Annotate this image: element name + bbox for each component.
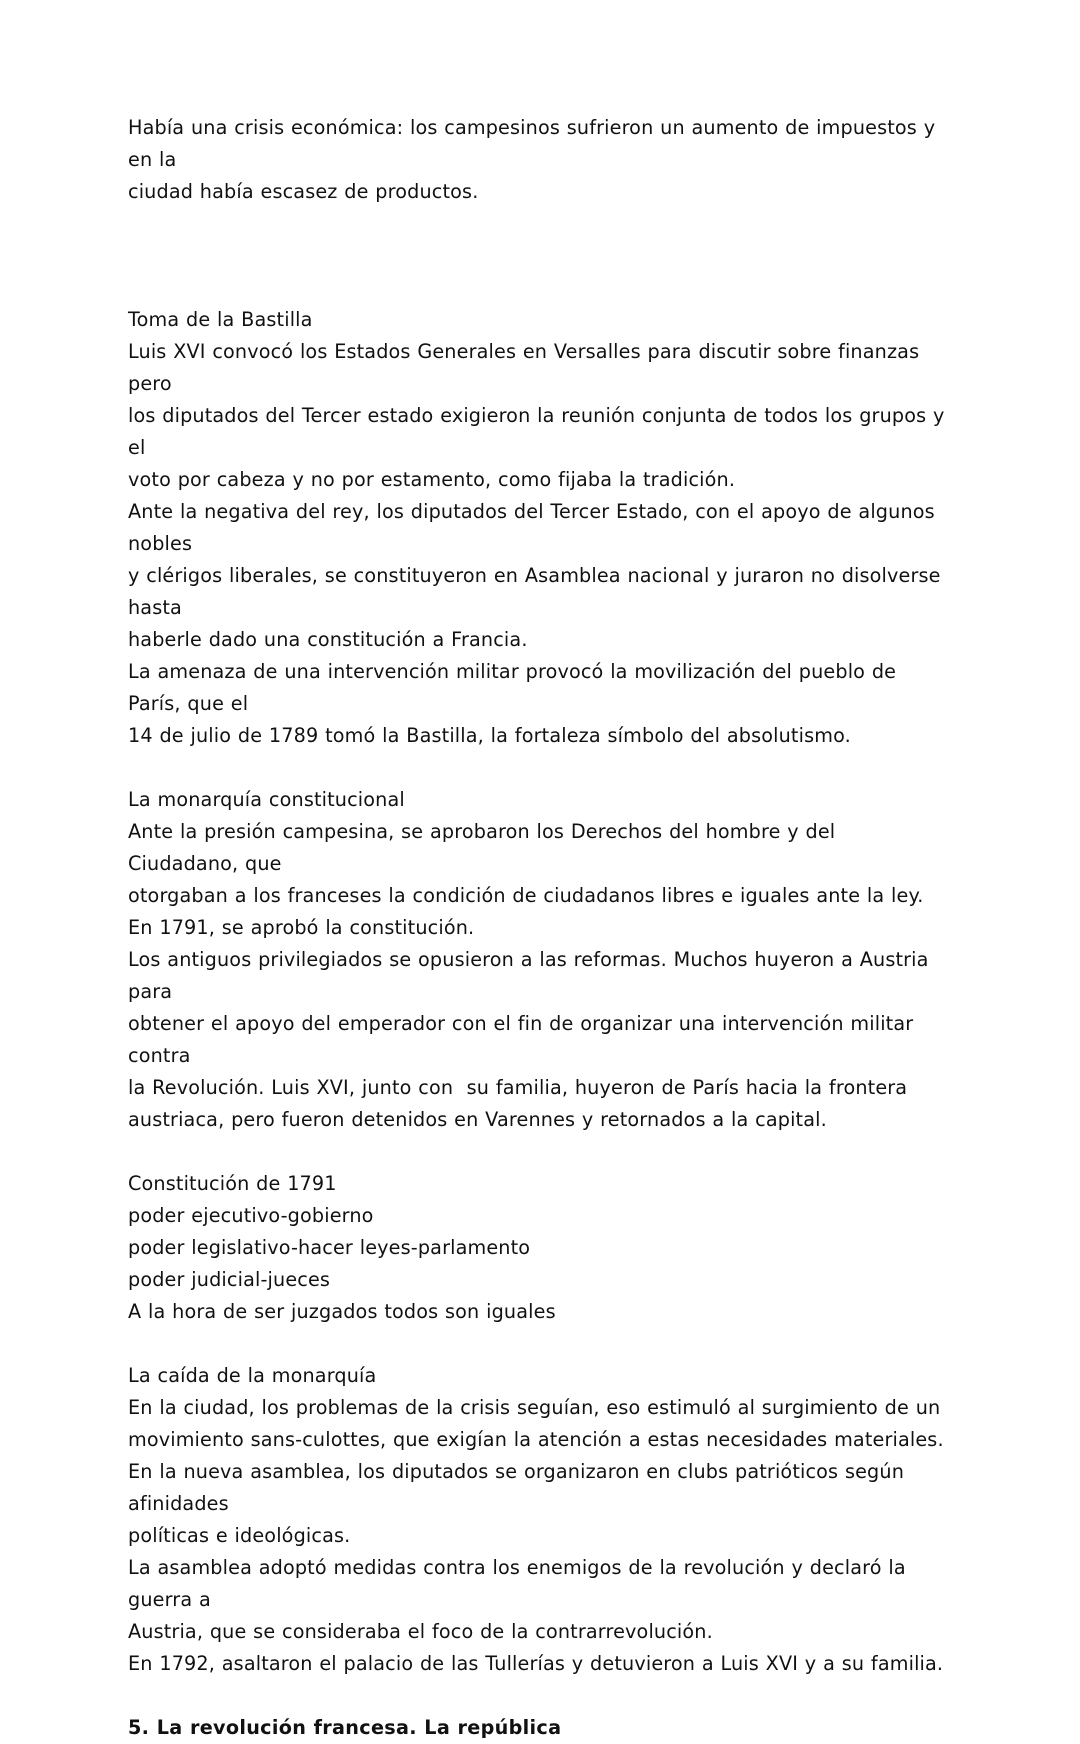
text-block-toma-bastilla-heading: [128, 304, 952, 336]
text-block-toma-bastilla-p2: [128, 496, 952, 656]
text-line: Toma de la Bastilla: [128, 308, 313, 331]
text-line: Luis XVI convocó los Estados Generales en Versalles para discutir sobre finanzas pero: [128, 340, 926, 395]
text-line: En la ciudad, los problemas de la crisis seguían, eso estimuló al surgimiento de un: [128, 1396, 941, 1419]
text-block-intro-paragraph: [128, 112, 952, 208]
text-line: políticas e ideológicas.: [128, 1524, 351, 1547]
text-block-constitucion-1791-heading: [128, 1168, 952, 1200]
text-block-constitucion-1791-list: [128, 1200, 952, 1328]
text-line: Austria, que se consideraba el foco de la contrarrevolución.: [128, 1620, 713, 1643]
text-line: austriaca, pero fueron detenidos en Varennes y retornados a la capital.: [128, 1108, 827, 1131]
text-line: haberle dado una constitución a Francia.: [128, 628, 528, 651]
text-block-monarquia-constitucional-p3: [128, 944, 952, 1136]
text-line: En 1791, se aprobó la constitución.: [128, 916, 475, 939]
text-line: En 1792, asaltaron el palacio de las Tullerías y detuvieron a Luis XVI y a su familia.: [128, 1652, 944, 1675]
text-line: voto por cabeza y no por estamento, como fijaba la tradición.: [128, 468, 736, 491]
paragraph-spacer: [128, 1136, 952, 1168]
text-block-toma-bastilla-p3: [128, 656, 952, 752]
text-block-caida-monarquia-p1: [128, 1392, 952, 1456]
text-line: A la hora de ser juzgados todos son iguales: [128, 1300, 556, 1323]
text-block-monarquia-constitucional-heading: [128, 784, 952, 816]
text-line: La asamblea adoptó medidas contra los enemigos de la revolución y declaró la guerra a: [128, 1556, 913, 1611]
text-line: Los antiguos privilegiados se opusieron a las reformas. Muchos huyeron a Austria para: [128, 948, 936, 1003]
text-line: poder legislativo-hacer leyes-parlamento: [128, 1236, 531, 1259]
text-line: Ante la negativa del rey, los diputados del Tercer Estado, con el apoyo de algunos nobles: [128, 500, 942, 555]
text-line: La monarquía constitucional: [128, 788, 405, 811]
text-block-monarquia-constitucional-p2: [128, 912, 952, 944]
text-line: La amenaza de una intervención militar provocó la movilización del pueblo de París, que el: [128, 660, 903, 715]
text-block-caida-monarquia-p3: [128, 1552, 952, 1648]
text-line: y clérigos liberales, se constituyeron en Asamblea nacional y juraron no disolverse hasta: [128, 564, 948, 619]
text-line: En la nueva asamblea, los diputados se organizaron en clubs patrióticos según afinidades: [128, 1460, 911, 1515]
text-block-toma-bastilla-p1: [128, 336, 952, 496]
document-body: [128, 112, 952, 1744]
text-block-caida-monarquia-p2: [128, 1456, 952, 1552]
text-block-seccion-5-heading: [128, 1712, 952, 1744]
text-line: obtener el apoyo del emperador con el fin de organizar una intervención militar contra: [128, 1012, 921, 1067]
text-line: los diputados del Tercer estado exigieron la reunión conjunta de todos los grupos y el: [128, 404, 952, 459]
text-block-monarquia-constitucional-p1: [128, 816, 952, 912]
text-block-caida-monarquia-p4: [128, 1648, 952, 1680]
text-line: ciudad había escasez de productos.: [128, 180, 479, 203]
text-line: Había una crisis económica: los campesinos sufrieron un aumento de impuestos y en la: [128, 116, 942, 171]
text-line: 5. La revolución francesa. La república: [128, 1716, 562, 1739]
text-block-caida-monarquia-heading: [128, 1360, 952, 1392]
text-line: poder ejecutivo-gobierno: [128, 1204, 374, 1227]
text-line: Constitución de 1791: [128, 1172, 337, 1195]
paragraph-spacer: [128, 1328, 952, 1360]
text-line: Ante la presión campesina, se aprobaron los Derechos del hombre y del Ciudadano, que: [128, 820, 843, 875]
paragraph-spacer: [128, 752, 952, 784]
text-line: la Revolución. Luis XVI, junto con su familia, huyeron de París hacia la frontera: [128, 1076, 908, 1099]
text-line: 14 de julio de 1789 tomó la Bastilla, la fortaleza símbolo del absolutismo.: [128, 724, 851, 747]
paragraph-spacer: [128, 1680, 952, 1712]
paragraph-spacer: [128, 208, 952, 304]
text-line: otorgaban a los franceses la condición de ciudadanos libres e iguales ante la ley.: [128, 884, 924, 907]
text-line: movimiento sans-culottes, que exigían la atención a estas necesidades materiales.: [128, 1428, 944, 1451]
text-line: poder judicial-jueces: [128, 1268, 331, 1291]
text-line: La caída de la monarquía: [128, 1364, 377, 1387]
